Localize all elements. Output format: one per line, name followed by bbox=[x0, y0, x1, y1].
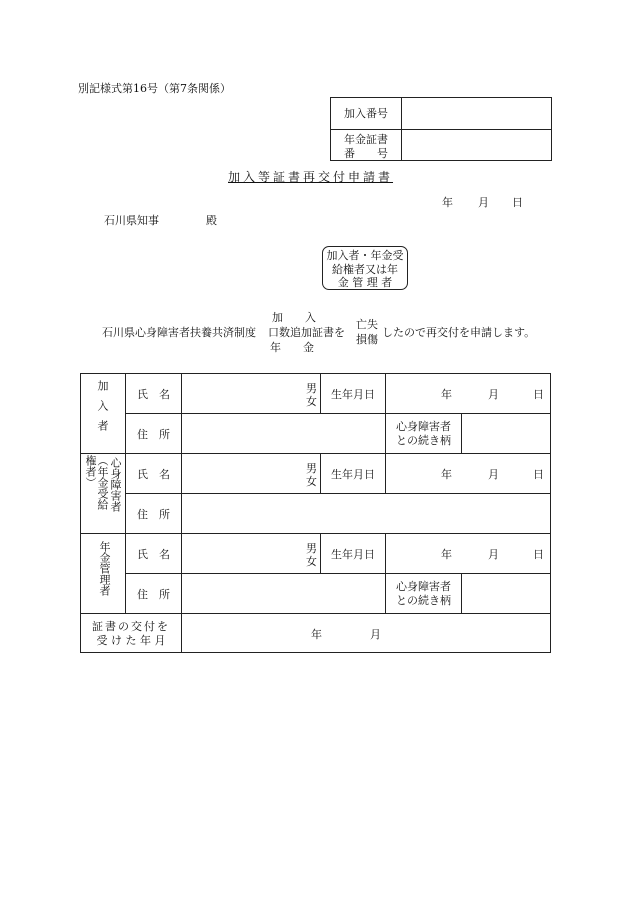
date-year: 年 bbox=[442, 196, 453, 209]
subscriber-sex-male[interactable]: 男 bbox=[306, 382, 317, 395]
page-title: 加入等証書再交付申請書 bbox=[228, 170, 394, 184]
manager-address-field[interactable] bbox=[182, 574, 385, 613]
issued-label-a: 証書の交付を bbox=[92, 620, 170, 633]
disabled-address-field[interactable] bbox=[182, 494, 550, 533]
subscriber-birth-year[interactable]: 年 bbox=[441, 388, 452, 401]
issued-label-b: 受 け た 年 月 bbox=[96, 634, 166, 647]
manager-relation-label-b: との続き柄 bbox=[396, 594, 451, 607]
statement-prefix: 石川県心身障害者扶養共済制度 bbox=[102, 326, 256, 339]
subscriber-address-label: 住 所 bbox=[137, 428, 170, 441]
pension-cert-number-field[interactable] bbox=[402, 130, 551, 160]
manager-name-label: 氏 名 bbox=[137, 548, 170, 561]
subscriber-sex-female[interactable]: 女 bbox=[306, 395, 317, 408]
disabled-name-label: 氏 名 bbox=[137, 468, 170, 481]
manager-birth-year[interactable]: 年 bbox=[441, 548, 452, 561]
manager-birth-label: 生年月日 bbox=[331, 548, 375, 561]
pension-cert-label-b: 番 号 bbox=[344, 147, 388, 160]
statement-reason-bottom: 損傷 bbox=[356, 333, 378, 346]
disabled-birth-label: 生年月日 bbox=[331, 468, 375, 481]
form-reference: 別記様式第16号（第7条関係） bbox=[78, 82, 231, 95]
manager-address-label: 住 所 bbox=[137, 588, 170, 601]
subscriber-address-field[interactable] bbox=[182, 414, 385, 453]
applicant-line3: 金 管 理 者 bbox=[337, 276, 393, 289]
subscriber-relation-label-a: 心身障害者 bbox=[396, 420, 451, 433]
disabled-birth-year[interactable]: 年 bbox=[441, 468, 452, 481]
statement-mid-word: 口数追加証書を bbox=[268, 326, 345, 339]
date-day: 日 bbox=[512, 196, 523, 209]
subscriber-birth-month[interactable]: 月 bbox=[488, 388, 499, 401]
membership-number-label: 加入番号 bbox=[344, 107, 388, 120]
subscriber-name-label: 氏 名 bbox=[137, 388, 170, 401]
subscriber-name-field[interactable] bbox=[182, 374, 302, 413]
subscriber-relation-label-b: との続き柄 bbox=[396, 434, 451, 447]
date-month: 月 bbox=[478, 196, 489, 209]
manager-birth-month[interactable]: 月 bbox=[488, 548, 499, 561]
subscriber-relation-field[interactable] bbox=[462, 414, 550, 453]
group-disabled-label-b: （年金受給 bbox=[96, 455, 109, 510]
disabled-sex-female[interactable]: 女 bbox=[306, 475, 317, 488]
applicant-line2: 給権者又は年 bbox=[332, 263, 398, 276]
disabled-sex-male[interactable]: 男 bbox=[306, 462, 317, 475]
group-disabled-label-c: 権者） bbox=[84, 455, 97, 488]
manager-relation-label-a: 心身障害者 bbox=[396, 580, 451, 593]
issued-month[interactable]: 月 bbox=[370, 628, 381, 641]
disabled-birth-day[interactable]: 日 bbox=[533, 468, 544, 481]
statement-bottom-word: 年 金 bbox=[270, 341, 314, 354]
manager-birth-day[interactable]: 日 bbox=[533, 548, 544, 561]
manager-name-field[interactable] bbox=[182, 534, 302, 573]
statement-suffix: したので再交付を申請します。 bbox=[382, 326, 536, 339]
manager-sex-female[interactable]: 女 bbox=[306, 555, 317, 568]
group-manager-label: 年金管理者 bbox=[98, 541, 111, 596]
addressee: 石川県知事 bbox=[104, 214, 159, 227]
manager-relation-field[interactable] bbox=[462, 574, 550, 613]
issued-year[interactable]: 年 bbox=[311, 628, 322, 641]
statement-top-word: 加 入 bbox=[272, 311, 316, 324]
subscriber-birth-day[interactable]: 日 bbox=[533, 388, 544, 401]
disabled-address-label: 住 所 bbox=[137, 508, 170, 521]
membership-number-field[interactable] bbox=[402, 98, 551, 129]
subscriber-birth-label: 生年月日 bbox=[331, 388, 375, 401]
honorific: 殿 bbox=[206, 214, 217, 227]
applicant-line1: 加入者・年金受 bbox=[326, 249, 404, 262]
group-disabled-label-a: 心身障害者 bbox=[109, 457, 122, 512]
disabled-birth-month[interactable]: 月 bbox=[488, 468, 499, 481]
manager-sex-male[interactable]: 男 bbox=[306, 542, 317, 555]
statement-reason-top: 亡失 bbox=[356, 318, 378, 331]
disabled-name-field[interactable] bbox=[182, 454, 302, 493]
group-subscriber-label: 加入者 bbox=[96, 380, 109, 440]
pension-cert-label-a: 年金証書 bbox=[344, 133, 388, 146]
